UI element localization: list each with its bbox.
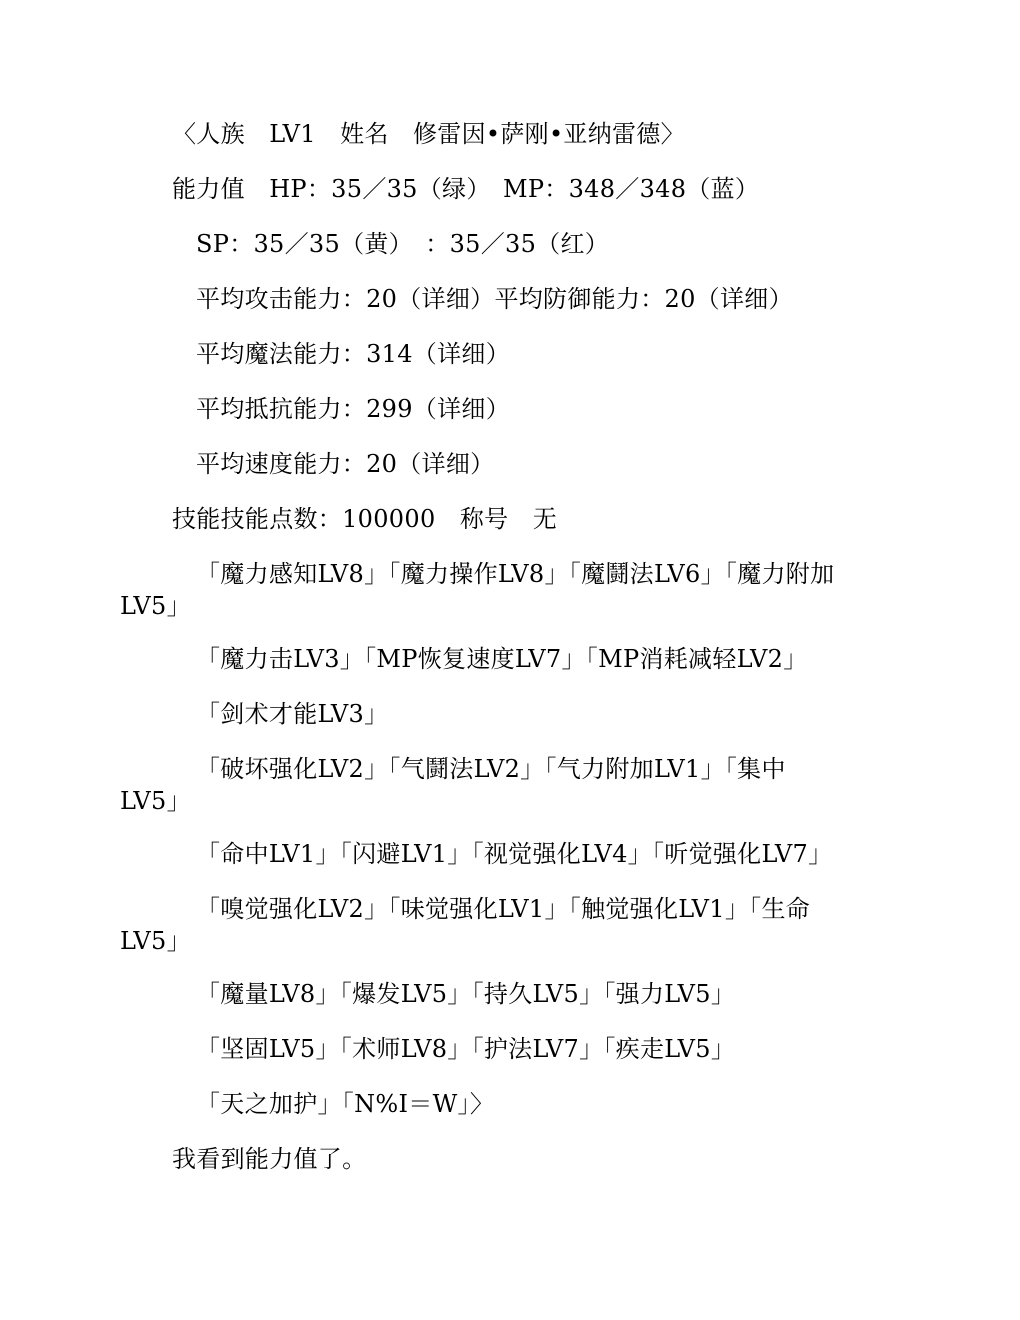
skill-line: 「破坏强化LV2」「气鬪法LV2」「气力附加LV1」「集中 [196,755,786,783]
stats-attack-defense-line: 平均攻击能力：20（详细）平均防御能力：20（详细） [196,285,793,313]
skill-line: 「剑术才能LV3」 [196,700,389,728]
skill-line: 「坚固LV5」「术师LV8」「护法LV7」「疾走LV5」 [196,1035,736,1063]
skill-line-wrap: LV5」 [120,927,191,955]
skill-line: 「嗅觉强化LV2」「味觉强化LV1」「触觉强化LV1」「生命 [196,895,811,923]
skills-header: 技能技能点数：100000 称号 无 [172,505,558,533]
closing-line: 我看到能力值了。 [172,1145,367,1173]
skill-line-wrap: LV5」 [120,787,191,815]
skill-line-wrap: LV5」 [120,592,191,620]
skill-line: 「魔力击LV3」「MP恢复速度LV7」「MP消耗减轻LV2」 [196,645,808,673]
skill-line: 「魔力感知LV8」「魔力操作LV8」「魔鬪法LV6」「魔力附加 [196,560,835,588]
stats-hp-mp-line: 能力值 HP：35／35（绿） MP：348／348（蓝） [172,175,760,203]
stats-magic-line: 平均魔法能力：314（详细） [196,340,511,368]
stats-speed-line: 平均速度能力：20（详细） [196,450,495,478]
skill-line: 「命中LV1」「闪避LV1」「视觉强化LV4」「听觉强化LV7」 [196,840,833,868]
stats-resistance-line: 平均抵抗能力：299（详细） [196,395,511,423]
skill-line: 「魔量LV8」「爆发LV5」「持久LV5」「强力LV5」 [196,980,736,1008]
stats-sp-line: SP：35／35（黄） ：35／35（红） [196,230,610,258]
skill-line: 「天之加护」「N%I＝W」〉 [196,1090,495,1118]
status-header: 〈人族 LV1 姓名 修雷因•萨刚•亚纳雷德〉 [172,120,685,148]
